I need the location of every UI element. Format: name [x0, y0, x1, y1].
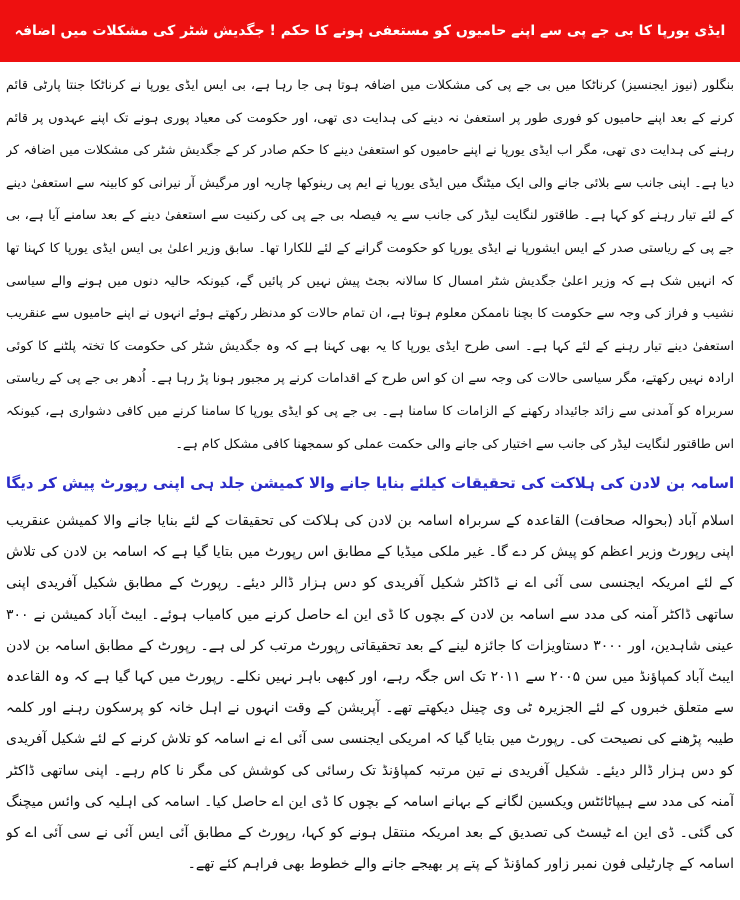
headline-text: ایڈی یورپا کا بی جے پی سے اپنے حامیوں کو مستعفی ہونے کا حکم ! جگدیش شٹر کی مشکلات میں اضافہ — [14, 23, 726, 39]
subheadline — [0, 462, 740, 504]
story-abbottabad-commission-body: اسلام آباد (بحوالہ صحافت) القاعدہ کے سربراہ اسامہ بن لادن کی ہلاکت کی تحقیقات کے لئے بنایا جانے والا کمیشن عنقریب اپنی رپورٹ وزیر اعظم کو پیش کر دے گا۔ غیر ملکی میڈیا کے مطابق اس رپورٹ میں بتایا گیا ہے کہ اسامہ بن لادن کی تلاش کے لئے امریکہ ایجنسی سی آئی اے نے ڈاکٹر شکیل آفریدی کو دس ہزار ڈالر دیئے۔ رپورٹ کے مطابق شکیل آفریدی اپنی ساتھی ڈاکٹر آمنہ کی مدد سے اسامہ بن لادن کے بچوں کا ڈی این اے حاصل کرنے میں کامیاب ہوئے۔ ایبٹ آباد کمیشن نے ۳۰۰ عینی شاہدین، اور ۳۰۰۰ دستاویزات کا جائزہ لینے کے بعد تحقیقاتی رپورٹ مرتب کر لی ہے۔ رپورٹ کے مطابق اسامہ بن لادن ایبٹ آباد کمپاؤنڈ میں سن ۲۰۰۵ سے ۲۰۱۱ تک اس جگہ رہے، اور کبھی باہر نہیں نکلے۔ رپورٹ میں کہا گیا ہے کہ وہ القاعدہ سے متعلق خبروں کے لئے الجزیرہ ٹی وی چینل دیکھتے تھے۔ آپریشن کے وقت انہوں نے اہل خانہ کو پرسکون رہنے اور کلمہ طیبہ پڑھنے کی نصیحت کی۔ رپورٹ میں بتایا گیا کہ امریکی ایجنسی سی آئی اے نے اسامہ کو تلاش کرنے کے لئے شکیل آفریدی کو دس ہزار ڈالر دیئے۔ شکیل آفریدی نے تین مرتبہ کمپاؤنڈ تک رسائی کی کوشش کی مگر نا کام رہے۔ اپنی ساتھی ڈاکٹر آمنہ کی مدد سے ہیپاٹائٹس ویکسین لگانے کے بہانے اسامہ کے بچوں کا ڈی این اے حاصل کیا۔ اسامہ کی اہلیہ کی وائس میچنگ کی گئی۔ ڈی این اے ٹیسٹ کی تصدیق کے بعد امریکہ منتقل ہونے کو کہا، رپورٹ کے مطابق آئی ایس آئی نے سی آئی اے کو اسامہ کے چارٹیلی فون نمبر زاور کماؤنڈ کے پتے پر بھیجے جانے والے خطوط بھی فراہم کئے تھے۔ — [6, 513, 734, 873]
subheadline-text: اسامہ بن لادن کی ہلاکت کی تحقیقات کیلئے بنایا جانے والا کمیشن جلد ہی اپنی رپورٹ پیش کر دیگا — [5, 474, 735, 492]
headline-banner — [0, 0, 740, 62]
story-yeddyurappa-body: بنگلور (نیوز ایجنسیز) کرناٹکا میں بی جے پی کی مشکلات میں اضافہ ہوتا ہی جا رہا ہے، بی ایس ایڈی یورپا نے کرناٹکا جنتا پارٹی قائم کرنے کے بعد اپنے حامیوں کو فوری طور پر استعفیٰ نہ دینے کی ہدایت دی تھی، اور حکومت کی معیاد پوری ہونے تک اپنے عہدوں پر قائم رہنے کی ہدایت دی تھی، مگر اب ایڈی یورپا نے اپنے حامیوں کو استعفیٰ دینے کا حکم صادر کر کے جگدیش شٹر کی مشکلات میں اضافہ کر دیا ہے۔ اپنی جانب سے بلائی جانے والی ایک میٹنگ میں ایڈی یورپا نے ایم پی رینوکھا چاریہ اور مرگیش آر نیرانی کو کابینہ سے استعفیٰ دینے کے لئے تیار رہنے کو کہا ہے۔ طاقتور لنگایت لیڈر کی جانب سے یہ فیصلہ بی جے پی کی رکنیت سے استعفیٰ دینے کے بعد سامنے آیا ہے، بی جے پی کے ریاستی صدر کے ایس ایشورپا نے ایڈی یورپا کو حکومت گرانے کے لئے للکارا تھا۔ سابق وزیر اعلیٰ بی ایس ایڈی یورپا کا کہنا تھا کہ انہیں شک ہے کہ وزیر اعلیٰ جگدیش شٹر امسال کا سالانہ بجٹ پیش نہیں کر پائیں گے، کیونکہ حالیہ دنوں میں ہونے والے سیاسی نشیب و فراز کی وجہ سے حکومت کا بچنا ناممکن معلوم ہوتا ہے، ان تمام حالات کو مدنظر رکھتے ہوئے انہوں نے اپنے حامیوں سے عنقریب استعفیٰ دینے تیار رہنے کے لئے کہا ہے۔ اسی طرح ایڈی یورپا کا یہ بھی کہنا ہے کہ وہ جگدیش شٹر کی حکومت کا تختہ پلٹنے کا کوئی ارادہ نہیں رکھتے، مگر سیاسی حالات کی وجہ سے ان کو اس طرح کے اقدامات کرنے پر مجبور ہونا پڑ رہا ہے۔ اُدھر بی جے پی کے ریاستی سربراہ کو آمدنی سے زائد جائیداد رکھنے کے الزامات کا سامنا ہے۔ بی جے پی کو ایڈی یورپا کا سامنا کرنے میں کافی دشواری ہے، کیونکہ اس طاقتور لنگایت لیڈر کی جانب سے اختیار کی جانے والی حکمت عملی کو سمجھنا کافی مشکل کام ہے۔ — [6, 78, 734, 452]
story-yeddyurappa — [6, 70, 734, 462]
story-abbottabad-commission — [6, 506, 734, 896]
